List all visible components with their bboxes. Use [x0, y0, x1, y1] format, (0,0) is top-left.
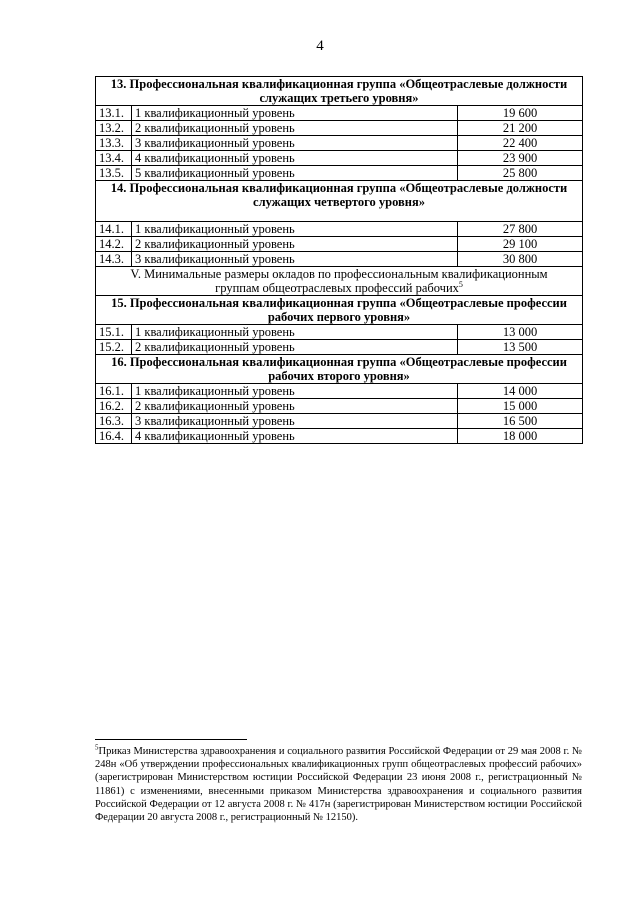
table-row — [96, 384, 583, 399]
table-row — [96, 237, 583, 252]
table-row — [96, 106, 583, 121]
section-title-line1: V. Минимальные размеры окладов по профессиональным квалификационным — [130, 267, 548, 281]
table-row — [96, 166, 583, 181]
table-row — [96, 252, 583, 267]
group-header-row — [96, 181, 583, 222]
row-name: 3 квалификационный уровень — [132, 136, 458, 151]
row-name: 1 квалификационный уровень — [132, 106, 458, 121]
table-row — [96, 340, 583, 355]
row-number: 14.2. — [96, 237, 132, 252]
group-title — [96, 181, 583, 222]
row-value: 14 000 — [458, 384, 583, 399]
row-name: 2 квалификационный уровень — [132, 121, 458, 136]
table-row — [96, 325, 583, 340]
table-row — [96, 121, 583, 136]
row-number: 13.2. — [96, 121, 132, 136]
row-value: 13 000 — [458, 325, 583, 340]
footnote-text: Приказ Министерства здравоохранения и социального развития Российской Федерации от 29 мая 2008 г. № 248н «Об утверждении профессиональных квалификационных групп общеотраслевых профессий рабочих» (зарегистрирован Министерством юстиции Российской Федерации 23 июня 2008 г., регистрационный № 11861) с изменениями, внесенными приказом Министерства здравоохранения и социального развития Российской Федерации от 12 августа 2008 г. № 417н (зарегистрирован Министерством юстиции Российской Федерации 20 августа 2008 г., регистрационный № 12150). — [95, 746, 582, 824]
group-title-line1: 16. Профессиональная квалификационная группа «Общеотраслевые профессии — [111, 355, 567, 369]
row-value: 27 800 — [458, 222, 583, 237]
group-header-row — [96, 355, 583, 384]
table-row — [96, 136, 583, 151]
row-name: 3 квалификационный уровень — [132, 414, 458, 429]
group-title — [96, 296, 583, 325]
table-row — [96, 414, 583, 429]
row-value: 16 500 — [458, 414, 583, 429]
footnote — [95, 745, 582, 824]
row-name: 3 квалификационный уровень — [132, 252, 458, 267]
group-header-row — [96, 77, 583, 106]
row-name: 2 квалификационный уровень — [132, 237, 458, 252]
row-number: 16.3. — [96, 414, 132, 429]
row-value: 21 200 — [458, 121, 583, 136]
row-number: 16.1. — [96, 384, 132, 399]
row-number: 16.4. — [96, 429, 132, 444]
group-title-line2: служащих третьего уровня» — [259, 91, 419, 105]
group-title-line1: 14. Профессиональная квалификационная группа «Общеотраслевые должности — [110, 181, 568, 195]
row-number: 14.3. — [96, 252, 132, 267]
row-value: 22 400 — [458, 136, 583, 151]
row-value: 25 800 — [458, 166, 583, 181]
group-title — [96, 77, 583, 106]
row-name: 4 квалификационный уровень — [132, 429, 458, 444]
row-name: 1 квалификационный уровень — [132, 222, 458, 237]
group-header-row — [96, 296, 583, 325]
footnote-marker: 5 — [95, 743, 99, 752]
row-value: 15 000 — [458, 399, 583, 414]
row-value: 23 900 — [458, 151, 583, 166]
section-title — [96, 267, 583, 296]
section-header-row — [96, 267, 583, 296]
group-title-line2: служащих четвертого уровня» — [253, 195, 426, 209]
row-name: 5 квалификационный уровень — [132, 166, 458, 181]
row-number: 15.1. — [96, 325, 132, 340]
row-name: 2 квалификационный уровень — [132, 399, 458, 414]
row-value: 29 100 — [458, 237, 583, 252]
footnote-reference: 5 — [458, 279, 463, 289]
row-number: 13.5. — [96, 166, 132, 181]
row-number: 13.1. — [96, 106, 132, 121]
row-value: 30 800 — [458, 252, 583, 267]
row-name: 2 квалификационный уровень — [132, 340, 458, 355]
page-number: 4 — [316, 38, 324, 54]
table-row — [96, 151, 583, 166]
row-number: 15.2. — [96, 340, 132, 355]
group-title-line1: 13. Профессиональная квалификационная группа «Общеотраслевые должности — [110, 77, 568, 91]
row-number: 14.1. — [96, 222, 132, 237]
footnote-divider — [95, 739, 247, 740]
row-value: 19 600 — [458, 106, 583, 121]
row-value: 18 000 — [458, 429, 583, 444]
group-title-line2: рабочих первого уровня» — [267, 310, 411, 324]
salary-table — [95, 76, 583, 444]
row-number: 13.4. — [96, 151, 132, 166]
group-title — [96, 355, 583, 384]
row-name: 4 квалификационный уровень — [132, 151, 458, 166]
table-row — [96, 429, 583, 444]
table-row — [96, 222, 583, 237]
group-title-line2: рабочих второго уровня» — [268, 369, 410, 383]
row-number: 16.2. — [96, 399, 132, 414]
row-name: 1 квалификационный уровень — [132, 325, 458, 340]
group-title-line1: 15. Профессиональная квалификационная группа «Общеотраслевые профессии — [111, 296, 567, 310]
row-name: 1 квалификационный уровень — [132, 384, 458, 399]
section-title-line2: группам общеотраслевых профессий рабочих — [215, 281, 459, 295]
row-value: 13 500 — [458, 340, 583, 355]
table-row — [96, 399, 583, 414]
row-number: 13.3. — [96, 136, 132, 151]
